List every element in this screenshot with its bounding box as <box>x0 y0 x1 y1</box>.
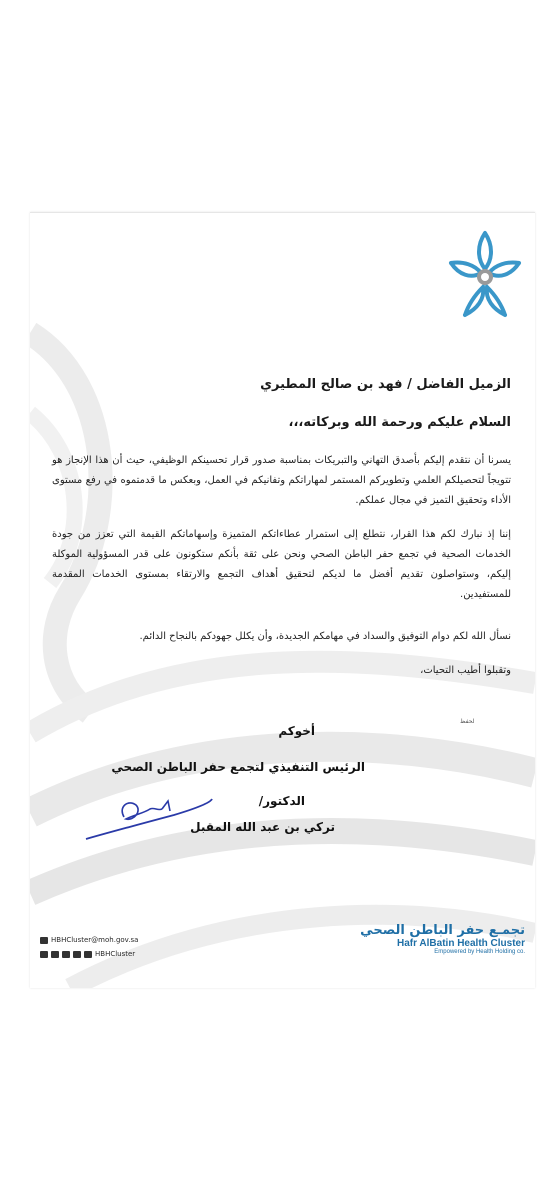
social-handle: HBHCluster <box>95 950 136 958</box>
brand-name-arabic: تجمـع حفر الباطن الصحي <box>360 923 525 938</box>
recipient-line: الزميل الفاضل / فهد بن صالح المطيري <box>260 377 511 392</box>
signer-title: الرئيس التنفيذي لتجمع حفر الباطن الصحي <box>111 760 365 774</box>
body-paragraph-2: إننا إذ نبارك لكم هذا القرار، نتطلع إلى استمرار عطاءاتكم المتميزة وإسهاماتكم القيمة التي تعزز من جودة الخدمات الصحية في تجمع حفر الباطن الصحي ونحن على ثقة بأنكم ستكونون على قدر المسؤولية الموكلة إليكم، وستواصلون تقديم أفضل ما لديكم لتحقيق أهداف التجمع والارتقاء بمستوى الخدمات المقدمة للمستفيدين. <box>52 529 511 600</box>
email-address[interactable]: HBHCluster@moh.gov.sa <box>51 936 139 944</box>
salutation: السلام عليكم ورحمة الله وبركاته،،، <box>288 415 511 430</box>
handwritten-signature <box>84 795 214 843</box>
instagram-icon[interactable] <box>51 951 59 958</box>
closing-word: أخوكم <box>278 724 315 738</box>
closing-greeting: وتقبلوا أطيب التحيات، <box>420 665 511 676</box>
social-row <box>40 947 138 961</box>
x-icon[interactable] <box>73 951 81 958</box>
youtube-icon[interactable] <box>84 951 92 958</box>
letter-page <box>30 212 535 988</box>
contact-footer <box>40 933 138 961</box>
snapchat-icon[interactable] <box>40 951 48 958</box>
signer-name: تركي بن عبد الله المقبل <box>190 820 335 834</box>
brand-name-english: Hafr AlBatin Health Cluster <box>397 938 525 949</box>
body-paragraph-3: نسأل الله لكم دوام التوفيق والسداد في مهامكم الجديدة، وأن يكلل جهودكم بالنجاح الدائم. <box>139 631 511 642</box>
cluster-star-logo <box>447 229 523 321</box>
margin-note: لحفظ <box>460 718 475 725</box>
brand-subtitle: Empowered by Health Holding co. <box>434 949 525 955</box>
email-icon <box>40 937 48 944</box>
brand-footer <box>360 923 525 955</box>
body-paragraph-1: يسرنا أن نتقدم إليكم بأصدق التهاني والتبريكات بمناسبة صدور قرار تحسينكم الوظيفي، حيث أن هذا الإنجاز هو تتويجاً لتحصيلكم العلمي وتطويركم المستمر لمهاراتكم وتفانيكم في العمل، وبعكس ما قدمتموه في رفع مستوى الأداء وتحقيق التميز في مجال عملكم. <box>52 455 511 506</box>
screen-top-margin <box>0 0 555 210</box>
linkedin-icon[interactable] <box>62 951 70 958</box>
signer-prefix: الدكتور/ <box>258 794 305 808</box>
email-row <box>40 933 138 947</box>
screen-bottom-margin <box>0 990 555 1200</box>
